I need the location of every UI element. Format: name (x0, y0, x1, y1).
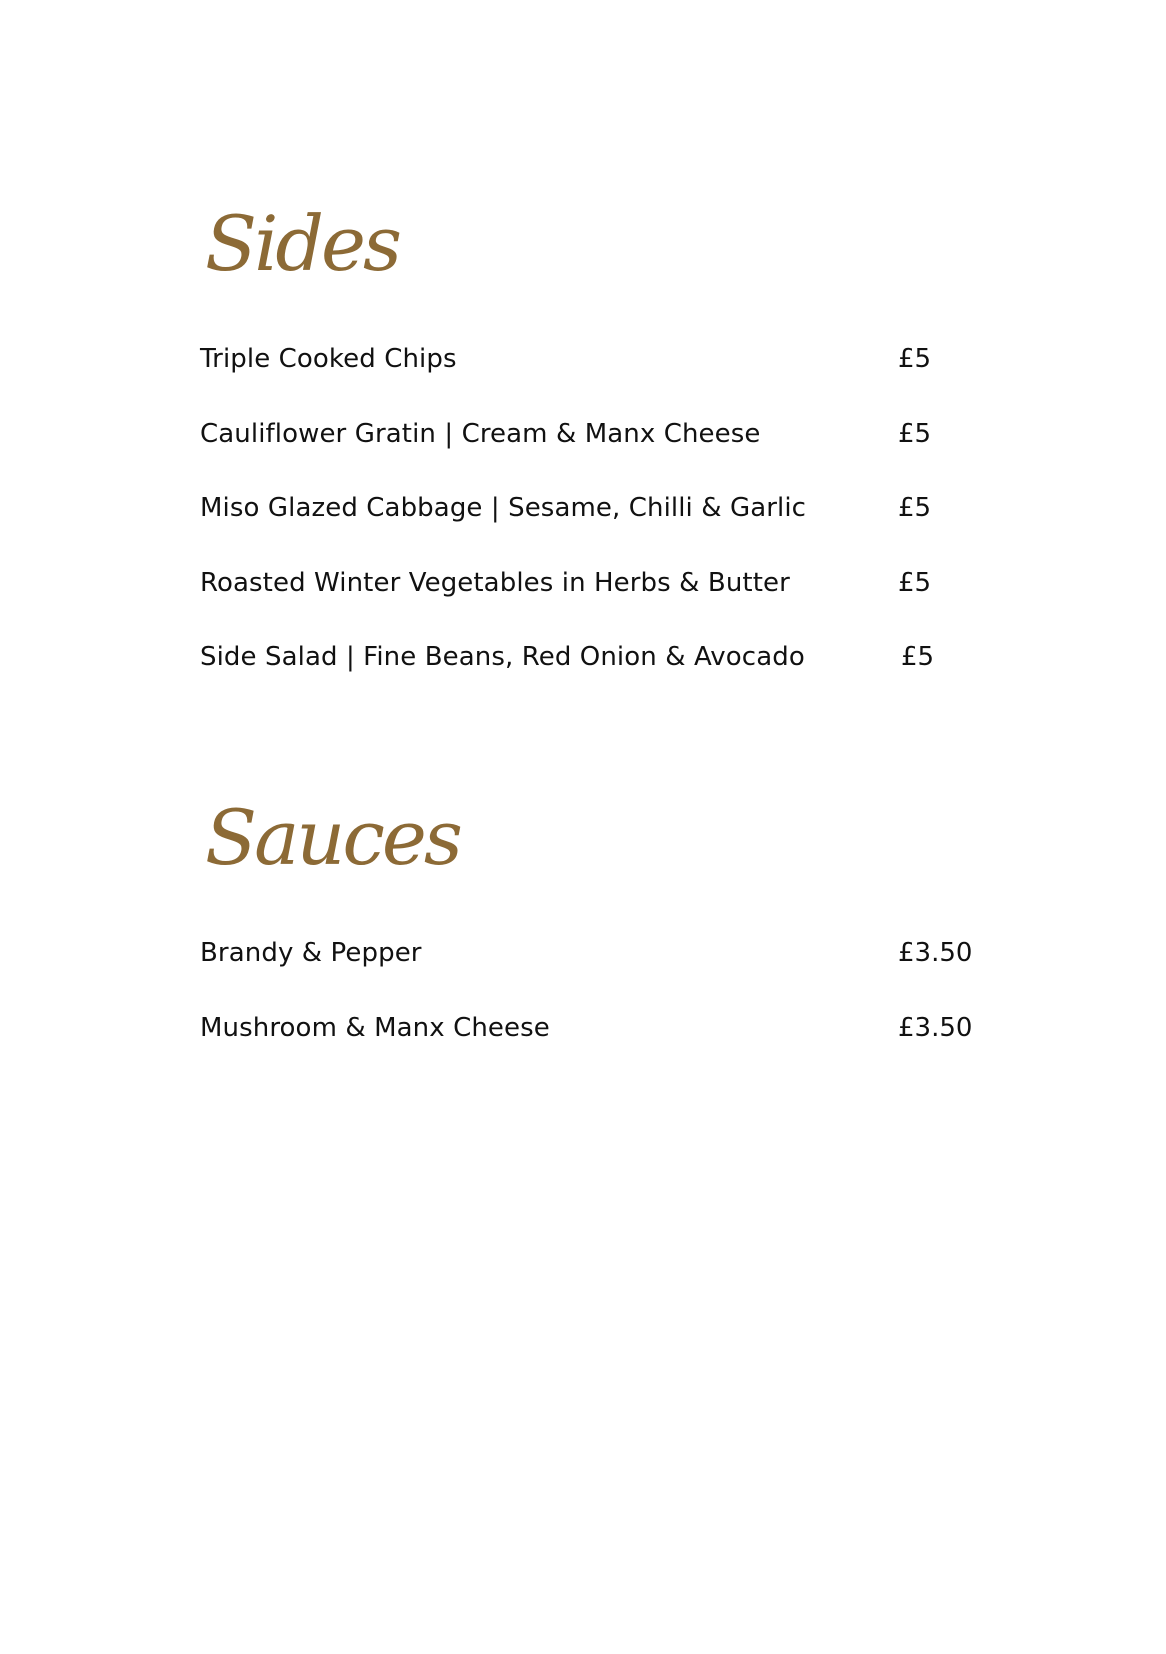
item-name: Brandy & Pepper (200, 938, 422, 968)
item-price: £5 (898, 418, 932, 449)
menu-item-brandy-pepper (200, 937, 980, 1012)
item-name: Roasted Winter Vegetables in Herbs & Butter (200, 567, 790, 598)
item-name: Side Salad | Fine Beans, Red Onion & Avocado (200, 642, 805, 672)
item-price: £5 (898, 493, 932, 523)
item-name: Mushroom & Manx Cheese (200, 1012, 550, 1043)
menu-item-mushroom-manx-cheese (200, 1012, 980, 1087)
item-name: Miso Glazed Cabbage | Sesame, Chilli & Garlic (200, 493, 807, 523)
menu-item-side-salad (200, 641, 980, 716)
menu-item-roasted-winter-vegetables (200, 567, 980, 642)
item-price: £3.50 (898, 938, 973, 968)
item-price: £3.50 (898, 1012, 973, 1043)
menu-item-cauliflower-gratin (200, 418, 980, 493)
item-name: Cauliflower Gratin | Cream & Manx Cheese (200, 418, 761, 449)
item-price: £5 (898, 344, 932, 374)
item-name: Triple Cooked Chips (200, 344, 457, 374)
item-price: £5 (898, 567, 932, 598)
item-price: £5 (901, 642, 935, 672)
sauces-list (200, 937, 980, 1086)
menu-item-triple-cooked-chips (200, 343, 980, 418)
sides-heading: Sides (205, 199, 399, 288)
menu-item-miso-glazed-cabbage (200, 492, 980, 567)
sauces-heading: Sauces (205, 793, 460, 882)
sides-list (200, 343, 980, 716)
